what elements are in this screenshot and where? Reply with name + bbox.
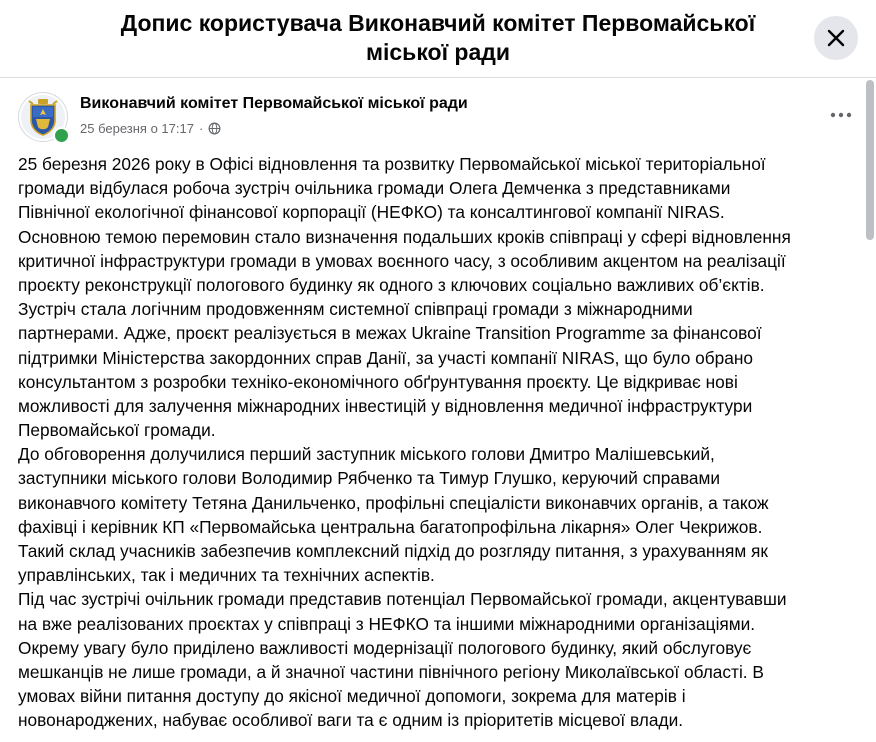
post-text-line: партнерами. Адже, проєкт реалізується в межах Ukraine Transition Programme за фінансової	[18, 323, 762, 344]
post-text-line: критичної інфраструктури громади в умовах воєнного часу, з особливим акцентом на реалізації	[18, 250, 786, 271]
dialog-title-line-1: Допис користувача Виконавчий комітет Первомайської	[120, 10, 756, 36]
post-text-line: новонароджених, набуває особливої ваги та є одним із пріоритетів місцевої влади.	[18, 710, 684, 731]
close-icon	[826, 28, 846, 48]
dialog-title	[60, 9, 816, 67]
post-text-line: виконавчого комітету Тетяна Данильченко, профільні спеціалісти виконавчих органів, а також	[18, 492, 769, 513]
post-text-line: Зустріч стала логічним продовженням системної співпраці громади з міжнародними	[18, 299, 693, 320]
post-text-line: Північної екологічної фінансової корпорації (НЕФКО) та консалтингової компанії NIRAS.	[18, 202, 725, 223]
post-text-line: Такий склад учасників забезпечив комплексний підхід до розгляду питання, з урахуванням як	[18, 541, 768, 561]
post-text-line: умовах війни питання доступу до якісної медичної допомоги, зокрема для матерів і	[18, 686, 686, 707]
more-options-button[interactable]	[824, 104, 858, 126]
post-text-line: Під час зустрічі очільник громади представив потенціал Первомайської громади, акцентувавши	[18, 589, 787, 610]
post-text	[18, 152, 858, 733]
dialog-header	[0, 0, 876, 78]
post-text-line: До обговорення долучилися перший заступник міського голови Дмитро Малішевський,	[18, 444, 715, 465]
post-text-line: консультантом з розробки техніко-економічного обґрунтування проєкту. Це відкриває нові	[18, 371, 738, 392]
close-button[interactable]	[814, 16, 858, 60]
post-text-line: підтримки Міністерства закордонних справ Данії, за участі компанії NIRAS, що було обрано	[18, 347, 754, 368]
post-text-line: мешканців не лише громади, а й значної частини північного регіону Миколаївської області. В	[18, 661, 764, 682]
post-text-line: управлінських, так і медичних та технічних аспектів.	[18, 565, 435, 586]
post-text-line: Окрему увагу було приділено важливості модернізації пологового будинку, який обслуговує	[18, 637, 752, 658]
post-text-line: заступники міського голови Володимир Рябченко та Тимур Глушко, керуючий справами	[18, 468, 721, 489]
online-status-indicator	[53, 127, 70, 144]
post-text-line: 25 березня 2026 року в Офісі відновлення та розвитку Первомайської міської територіальної	[18, 154, 766, 174]
post-text-line: Первомайської громади.	[18, 420, 216, 441]
scrollbar-thumb[interactable]	[866, 80, 874, 240]
post-text-line: громади відбулася робоча зустріч очільника громади Олега Демченка з представниками	[18, 178, 731, 199]
post-text-line: на вже реалізованих проєктах у співпраці з НЕФКО та іншими міжнародними організаціями.	[18, 613, 756, 634]
more-horizontal-icon	[830, 112, 852, 118]
dialog-title-line-2: міської ради	[365, 39, 511, 65]
post-meta	[80, 120, 221, 137]
post-text-line: Основною темою перемовин стало визначення подальших кроків співпраці у сфері відновлення	[18, 226, 791, 247]
post-text-line: фахівці і керівник КП «Первомайська центральна багатопрофільна лікарня» Олег Чекрижов.	[18, 516, 763, 537]
post-timestamp[interactable]: 25 березня о 17:17	[80, 121, 194, 136]
globe-icon	[208, 122, 221, 135]
post-text-line: можливості для залучення міжнародних інвестицій у відновлення медичної інфраструктури	[18, 395, 753, 416]
post-author-name[interactable]: Виконавчий комітет Первомайської міської ради	[80, 95, 468, 112]
meta-separator: ·	[198, 121, 204, 136]
post-text-line: проєкту реконструкції пологового будинку як одного з ключових соціально важливих об’єктів.	[18, 274, 765, 295]
